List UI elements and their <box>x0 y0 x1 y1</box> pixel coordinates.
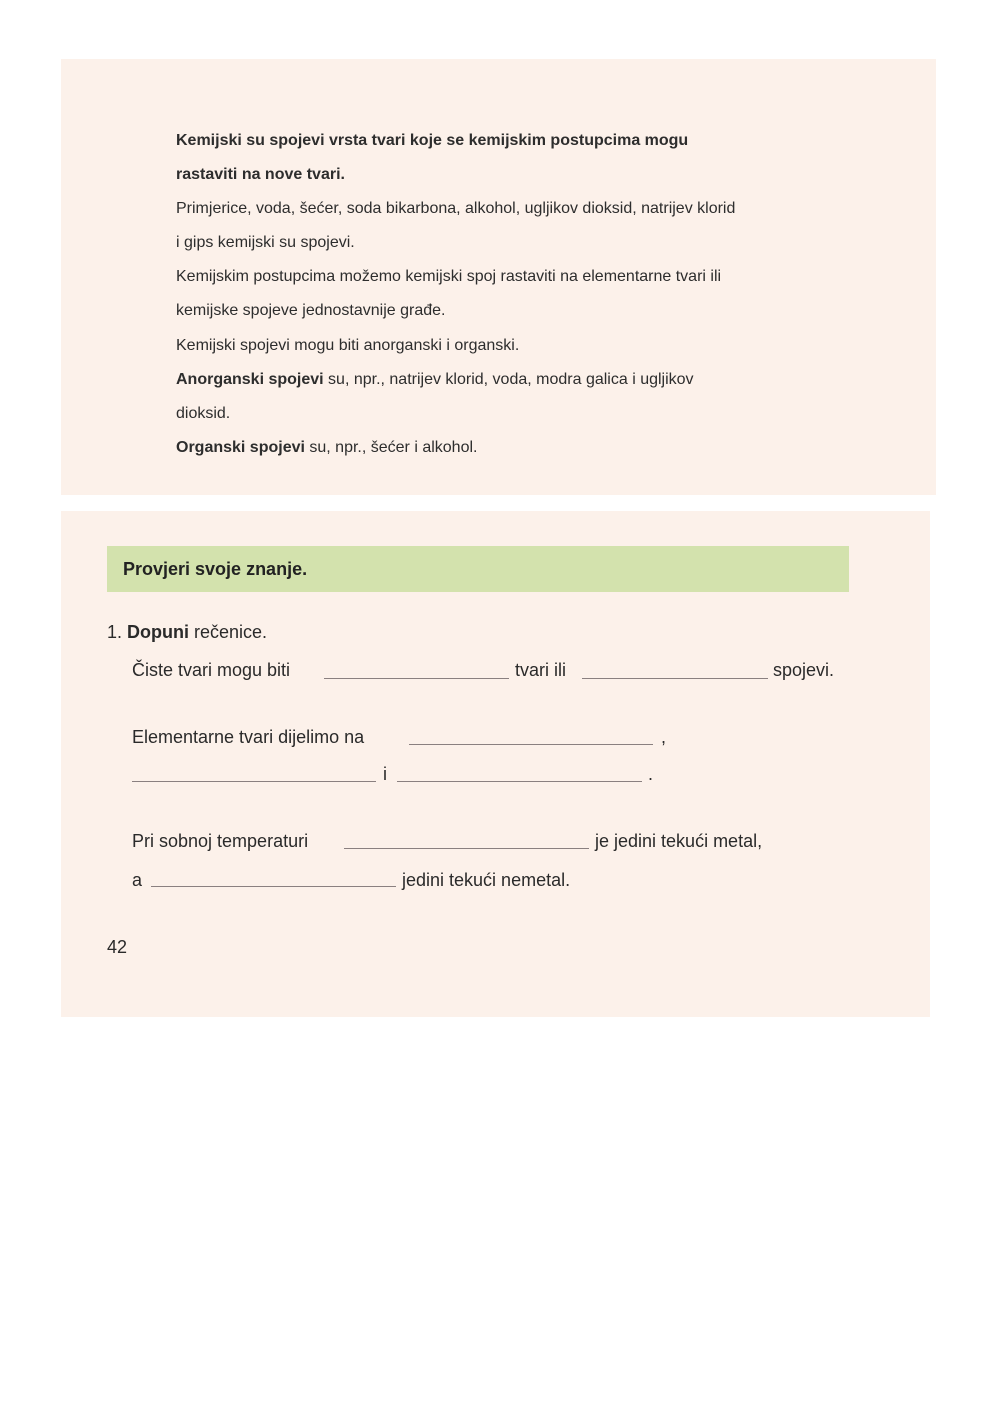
sentence-3-middle: je jedini tekući metal, <box>595 831 763 851</box>
sentence-2-and: i <box>383 764 387 784</box>
blank-2[interactable] <box>582 678 768 679</box>
task-verb: Dopuni <box>127 622 190 642</box>
info-line-6: kemijske spojeve jednostavnije građe. <box>176 302 446 319</box>
exercise-panel <box>61 511 930 1017</box>
blank-7[interactable] <box>151 886 396 887</box>
sentence-2-period: . <box>648 764 654 784</box>
task-number: 1. <box>107 622 123 642</box>
definition-line-2: rastaviti na nove tvari. <box>176 166 345 183</box>
sentence-2-comma: , <box>661 727 667 747</box>
info-line-9: dioksid. <box>176 405 231 422</box>
sentence-1-middle: tvari ili <box>515 660 567 680</box>
anorganic-text: su, npr., natrijev klorid, voda, modra galica i ugljikov <box>323 371 694 388</box>
anorganic-term: Anorganski spojevi <box>176 371 324 388</box>
blank-3[interactable] <box>409 744 653 745</box>
definition-line-1: Kemijski su spojevi vrsta tvari koje se kemijskim postupcima mogu <box>176 132 689 149</box>
sentence-1-start: Čiste tvari mogu biti <box>132 660 291 680</box>
organic-text: su, npr., šećer i alkohol. <box>304 439 478 456</box>
info-line-10 <box>176 438 477 458</box>
sentence-3-start: Pri sobnoj temperaturi <box>132 831 309 851</box>
sentence-2-start: Elementarne tvari dijelimo na <box>132 727 365 747</box>
info-panel <box>61 59 936 495</box>
info-line-7: Kemijski spojevi mogu biti anorganski i organski. <box>176 337 520 354</box>
sentence-3-end: jedini tekući nemetal. <box>402 870 571 890</box>
sentence-1-end: spojevi. <box>773 660 835 680</box>
info-line-5: Kemijskim postupcima možemo kemijski spoj rastaviti na elementarne tvari ili <box>176 268 722 285</box>
organic-term: Organski spojevi <box>176 439 305 456</box>
quiz-header <box>107 546 849 592</box>
info-line-3: Primjerice, voda, šećer, soda bikarbona, alkohol, ugljikov dioksid, natrijev klorid <box>176 200 736 217</box>
blank-5[interactable] <box>397 781 642 782</box>
page-number: 42 <box>107 937 128 957</box>
blank-6[interactable] <box>344 848 589 849</box>
quiz-header-title: Provjeri svoje znanje. <box>123 559 308 579</box>
sentence-3-a: a <box>132 870 143 890</box>
task-instruction <box>107 621 267 643</box>
info-line-4: i gips kemijski su spojevi. <box>176 234 355 251</box>
blank-4[interactable] <box>132 781 376 782</box>
task-text: rečenice. <box>189 622 268 642</box>
blank-1[interactable] <box>324 678 509 679</box>
info-line-8 <box>176 370 694 390</box>
